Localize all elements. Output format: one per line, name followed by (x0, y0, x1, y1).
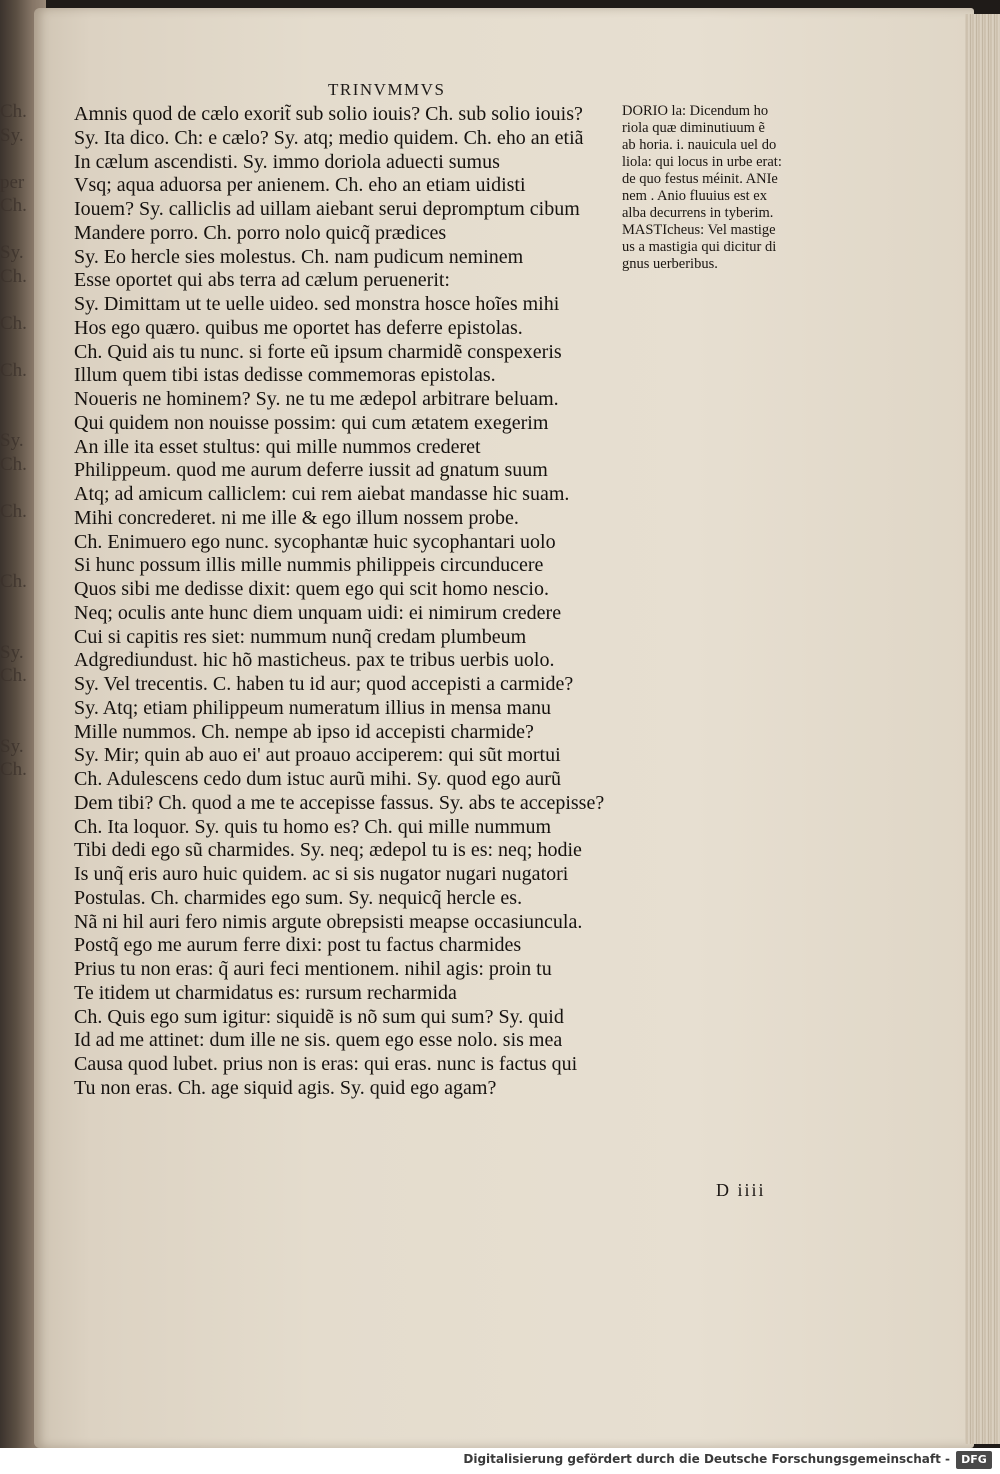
text-line: Philippeum. quod me aurum deferre iussit ad gnatum suum (74, 459, 548, 482)
text-line: Id ad me attinet: dum ille ne sis. quem ego esse nolo. sis mea (74, 1029, 563, 1052)
text-line: Ch. Ita loquor. Sy. quis tu homo es? Ch. qui mille nummum (74, 815, 552, 838)
gloss-line: de quo festus méinit. ANIe (622, 171, 778, 187)
text-line: In cælum ascendisti. Sy. immo doriola aduecti sumus (74, 150, 500, 173)
text-line: Sy. Ita dico. Ch: e cælo? Sy. atq; medio quidem. Ch. eho an etiã (74, 126, 584, 149)
text-line: Atq; ad amicum calliclem: cui rem aiebat mandasse hic suam. (74, 483, 570, 505)
text-line: Mandere porro. Ch. porro nolo quicq̃ prædices (74, 221, 447, 244)
facing-page-text-fragment: Ch. Sy. per Ch. Sy. Ch. Ch. Ch. Sy. Ch. Ch. Ch. Sy. Ch. Sy. Ch. (0, 101, 27, 780)
text-line: Ch. Quis ego sum igitur: siquidẽ is nõ sum qui sum? Sy. quid (74, 1005, 564, 1028)
text-line: Sy. Dimittam ut te uelle uideo. sed monstra hosce hoĩes mihi (74, 293, 560, 315)
text-line: Tu non eras. Ch. age siquid agis. Sy. quid ego agam? (74, 1076, 497, 1099)
text-line: Esse oportet qui abs terra ad cælum peruenerit: (74, 269, 450, 292)
gloss-line: gnus uerberibus. (622, 256, 718, 272)
page-stack-edge (965, 14, 1000, 1444)
text-line: Vsq; aqua aduorsa per anienem. Ch. eho an etiam uidisti (74, 174, 526, 197)
gloss-line: ab horia. i. nauicula uel do (622, 137, 777, 153)
gloss-line: liola: qui locus in urbe erat: (622, 154, 782, 170)
text-line: Is unq̃ eris auro huic quidem. ac si sis nugator nugari nugatori (74, 863, 569, 885)
text-line: Sy. Vel trecentis. C. haben tu id aur; quod accepisti a carmide? (74, 673, 574, 695)
text-line: Cui si capitis res siet: nummum nunq̃ credam plumbeum (74, 625, 527, 648)
text-line: Adgrediundust. hic hõ masticheus. pax te tribus uerbis uolo. (74, 649, 555, 672)
text-line: Tibi dedi ego sũ charmides. Sy. neq; ædepol tu is es: neq; hodie (74, 839, 582, 862)
text-line: Dem tibi? Ch. quod a me te accepisse fassus. Sy. abs te accepisse? (74, 791, 605, 814)
dfg-logo: DFG (956, 1451, 992, 1469)
text-line: Qui quidem non nouisse possim: qui cum ætatem exegerim (74, 411, 549, 434)
text-line: Amnis quod de cælo exorit̃ sub solio iouis? Ch. sub solio iouis? (74, 103, 583, 125)
text-line: Postq̃ ego me aurum ferre dixi: post tu factus charmides (74, 934, 522, 957)
gloss-line: DORIO la: Dicendum ho (622, 103, 769, 119)
text-line: Hos ego quæro. quibus me oportet has deferre epistolas. (74, 316, 523, 339)
gloss-line: MASTIcheus: Vel mastige (622, 222, 776, 238)
text-line: Ch. Enimuero ego nunc. sycophantæ huic sycophantari uolo (74, 530, 556, 553)
main-text-block (74, 103, 614, 1101)
marginal-gloss (622, 103, 782, 273)
text-line: An ille ita esset stultus: qui mille nummos crederet (74, 435, 481, 458)
gloss-line: nem . Anio fluuius est ex (622, 188, 767, 204)
gloss-line: riola quæ diminutiuum ẽ (622, 120, 765, 136)
text-line: Mille nummos. Ch. nempe ab ipso id accepisti charmide? (74, 720, 534, 743)
signature-mark: D iiii (716, 1180, 766, 1200)
text-line: Sy. Atq; etiam philippeum numeratum illius in mensa manu (74, 696, 551, 719)
text-line: Illum quem tibi istas dedisse commemoras epistolas. (74, 364, 496, 387)
text-line: Si hunc possum illis mille nummis philippeis circunducere (74, 554, 544, 577)
text-line: Nã ni hil auri fero nimis argute obrepsisti meapse occasiuncula. (74, 910, 583, 933)
gloss-line: alba decurrens in tyberim. (622, 205, 774, 221)
text-line: Mihi concrederet. ni me ille & ego illum nossem probe. (74, 506, 519, 529)
text-line: Sy. Mir; quin ab auo ei' aut proauo acciperem: qui sũt mortui (74, 744, 561, 767)
text-line: Ch. Quid ais tu nunc. si forte eũ ipsum charmidẽ conspexeris (74, 340, 562, 363)
text-line: Quos sibi me dedisse dixit: quem ego qui scit homo nescio. (74, 578, 549, 600)
funding-credit: Digitalisierung gefördert durch die Deutsche Forschungsgemeinschaft - (463, 1452, 950, 1466)
text-line: Neq; oculis ante hunc diem unquam uidi: ei nimirum credere (74, 601, 562, 624)
running-head: TRINVMMVS (328, 80, 446, 99)
text-line: Prius tu non eras: q̃ auri feci mentionem. nihil agis: proin tu (74, 958, 552, 980)
text-line: Iouem? Sy. calliclis ad uillam aiebant serui depromptum cibum (74, 198, 580, 220)
text-line: Postulas. Ch. charmides ego sum. Sy. nequicq̃ hercle es. (74, 886, 523, 909)
text-line: Te itidem ut charmidatus es: rursum recharmida (74, 981, 457, 1004)
text-line: Ch. Adulescens cedo dum istuc aurũ mihi. Sy. quod ego aurũ (74, 768, 561, 790)
gloss-line: us a mastigia qui dicitur di (622, 239, 777, 255)
text-line: Noueris ne hominem? Sy. ne tu me ædepol arbitrare beluam. (74, 388, 559, 410)
text-line: Sy. Eo hercle sies molestus. Ch. nam pudicum neminem (74, 245, 524, 268)
text-line: Causa quod lubet. prius non is eras: qui eras. nunc is factus qui (74, 1053, 578, 1075)
